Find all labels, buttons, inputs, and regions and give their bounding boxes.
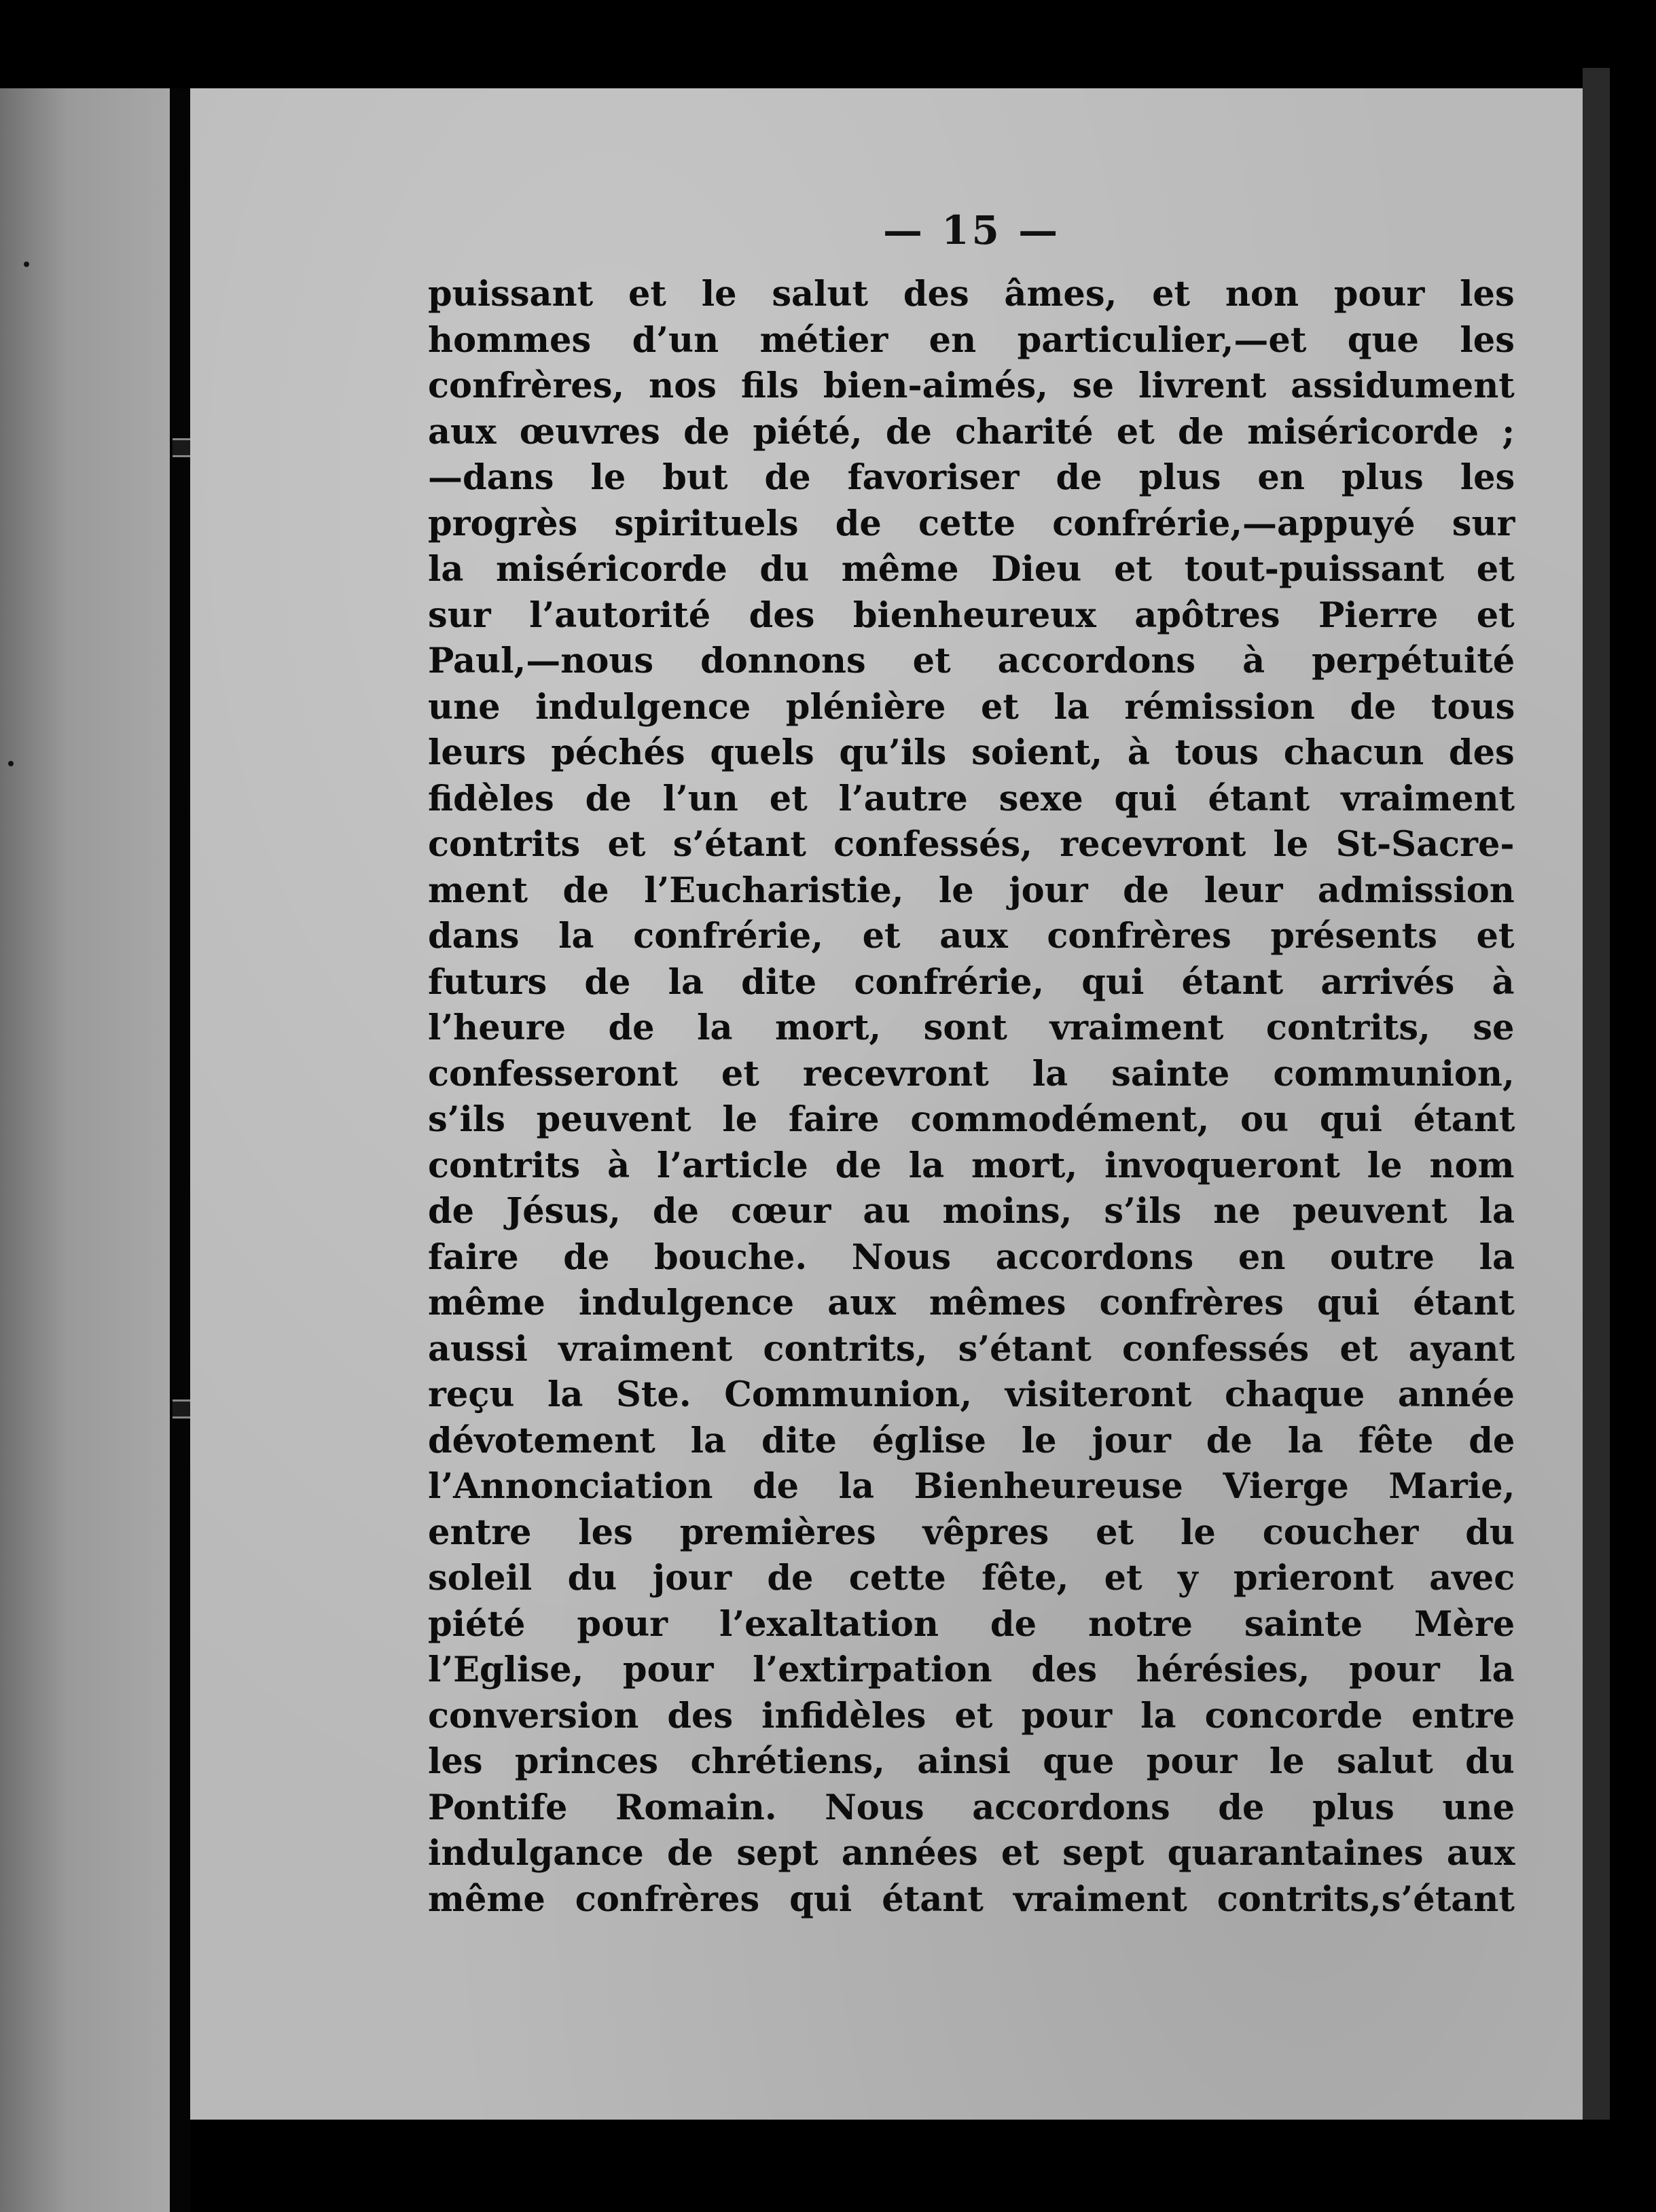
body-text: [428, 272, 1515, 1923]
text-line: faire de bouche. Nous accordons en outre la: [428, 1236, 1515, 1278]
text-line: confesseront et recevront la sainte communion,: [428, 1053, 1515, 1094]
text-line: puissant et le salut des âmes, et non pour les: [428, 274, 1515, 315]
text-line: l’heure de la mort, sont vraiment contrits, se: [428, 1007, 1515, 1048]
text-line: même indulgence aux mêmes confrères qui étant: [428, 1283, 1515, 1323]
text-line: progrès spirituels de cette confrérie,—appuyé sur: [428, 503, 1515, 544]
text-line: soleil du jour de cette fête, et y prieront avec: [428, 1558, 1515, 1599]
text-line: ment de l’Eucharistie, le jour de leur admission: [428, 870, 1515, 911]
text-line: sur l’autorité des bienheureux apôtres Pierre et: [428, 594, 1515, 636]
text-line: les princes chrétiens, ainsi que pour le salut du: [428, 1741, 1515, 1782]
text-line: même confrères qui étant vraiment contrits,s’étant: [428, 1878, 1515, 1920]
speck-mark: [24, 262, 29, 267]
text-line: dans la confrérie, et aux confrères présents et: [428, 916, 1515, 957]
text-line: contrits à l’article de la mort, invoqueront le nom: [428, 1145, 1515, 1186]
page-number: — 15 —: [883, 207, 1061, 253]
text-line: Paul,—nous donnons et accordons à perpétuité: [428, 641, 1515, 681]
text-line: confrères, nos fils bien-aimés, se livrent assidument: [428, 365, 1515, 406]
text-line: de Jésus, de cœur au moins, s’ils ne peuvent la: [428, 1191, 1515, 1232]
text-line: Pontife Romain. Nous accordons de plus une: [428, 1787, 1515, 1828]
text-line: fidèles de l’un et l’autre sexe qui étant vraiment: [428, 778, 1515, 819]
text-line: la miséricorde du même Dieu et tout-puissant et: [428, 549, 1515, 590]
text-line: hommes d’un métier en particulier,—et que les: [428, 319, 1515, 361]
text-line: piété pour l’exaltation de notre sainte Mère: [428, 1603, 1515, 1645]
text-line: indulgance de sept années et sept quarantaines aux: [428, 1833, 1515, 1874]
text-line: s’ils peuvent le faire commodément, ou qui étant: [428, 1099, 1515, 1140]
text-line: futurs de la dite confrérie, qui étant arrivés à: [428, 961, 1515, 1003]
text-line: aux œuvres de piété, de charité et de miséricorde ;: [428, 411, 1515, 452]
binding-gutter: [170, 88, 190, 2212]
text-line: —dans le but de favoriser de plus en plus les: [428, 457, 1515, 498]
text-line: conversion des infidèles et pour la concorde entre: [428, 1695, 1515, 1736]
page-edge-shadow: [1583, 68, 1610, 2120]
text-line: une indulgence plénière et la rémission de tous: [428, 686, 1515, 728]
scan-border: [190, 2120, 1656, 2212]
text-line: reçu la Ste. Communion, visiteront chaque année: [428, 1374, 1515, 1415]
text-line: entre les premières vêpres et le coucher du: [428, 1512, 1515, 1553]
text-line: leurs péchés quels qu’ils soient, à tous chacun des: [428, 732, 1515, 773]
text-line: dévotement la dite église le jour de la fête de: [428, 1420, 1515, 1461]
text-line: aussi vraiment contrits, s’étant confessés et ayant: [428, 1328, 1515, 1370]
text-line: l’Annonciation de la Bienheureuse Vierge Marie,: [428, 1466, 1515, 1507]
text-line: l’Eglise, pour l’extirpation des hérésies, pour la: [428, 1649, 1515, 1690]
speck-mark: [8, 761, 14, 766]
text-line: contrits et s’étant confessés, recevront le St-Sacre-: [428, 824, 1515, 865]
facing-page-edge: [0, 88, 170, 2212]
